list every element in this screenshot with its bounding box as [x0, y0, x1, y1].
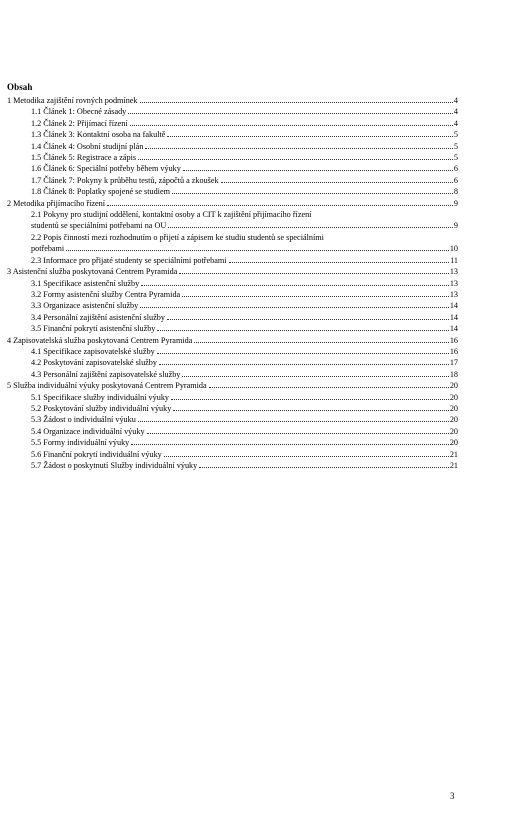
- toc-entry[interactable]: [7, 163, 458, 174]
- toc-entry-label: 3.4 Personální zajištění asistenční služby: [31, 312, 165, 322]
- dot-leader: [147, 433, 449, 434]
- toc-chapter[interactable]: [7, 380, 458, 391]
- toc-entry-page: 16: [449, 335, 458, 345]
- table-of-contents: [7, 95, 458, 471]
- dot-leader: [128, 113, 453, 114]
- toc-entry-page: 4: [453, 118, 458, 128]
- toc-entry-label: 3 Asistenční služba poskytovaná Centrem Pyramida: [7, 267, 178, 277]
- toc-entry-label: 1.6 Článek 6: Speciální potřeby během výuky: [31, 164, 181, 174]
- toc-entry-label: 4.3 Personální zajištění zapisovatelské služby: [31, 369, 181, 379]
- toc-entry[interactable]: [7, 414, 458, 425]
- toc-entry-label: 4 Zapisovatelská služba poskytovaná Centrem Pyramida: [7, 335, 193, 345]
- toc-entry-label: 1.7 Článek 7: Pokyny k průběhu testů, zápočtů a zkoušek: [31, 175, 219, 185]
- toc-entry[interactable]: [7, 255, 458, 266]
- toc-entry[interactable]: [7, 300, 458, 311]
- dot-leader: [141, 285, 449, 286]
- toc-entry-page: 20: [449, 438, 458, 448]
- dot-leader: [173, 410, 448, 411]
- toc-entry-page: 20: [449, 415, 458, 425]
- dot-leader: [159, 364, 449, 365]
- dot-leader: [167, 319, 449, 320]
- dot-leader: [66, 250, 449, 251]
- toc-entry[interactable]: [7, 278, 458, 289]
- toc-entry-page: 21: [449, 449, 458, 459]
- toc-entry-page: 16: [449, 346, 458, 356]
- toc-entry[interactable]: [7, 323, 458, 334]
- toc-entry-label: 3.5 Finanční pokrytí asistenční služby: [31, 324, 156, 334]
- dot-leader: [209, 387, 449, 388]
- toc-entry-page: 20: [449, 426, 458, 436]
- toc-entry[interactable]: [7, 449, 458, 460]
- toc-entry-page: 5: [453, 141, 458, 151]
- toc-entry-label-continued: potřebami: [31, 244, 65, 254]
- toc-entry[interactable]: [7, 289, 458, 300]
- dot-leader: [145, 148, 453, 149]
- dot-leader: [221, 182, 453, 183]
- toc-entry[interactable]: [7, 357, 458, 368]
- toc-entry-label: 5.1 Specifikace služby individuální výuky: [31, 392, 170, 402]
- toc-entry[interactable]: [7, 152, 458, 163]
- dot-leader: [229, 262, 450, 263]
- toc-entry-label: 5.7 Žádost o poskytnutí Služby individuální výuky: [31, 461, 198, 470]
- toc-entry-page: 20: [449, 381, 458, 391]
- dot-leader: [157, 353, 449, 354]
- toc-entry-page: 21: [449, 461, 458, 470]
- toc-entry-label: 5.2 Poskytování služby individuální výuky: [31, 403, 172, 413]
- toc-entry-page: 13: [449, 278, 458, 288]
- toc-entry-label: 1.8 Článek 8: Poplatky spojené se studiem: [31, 187, 170, 197]
- dot-leader: [172, 193, 453, 194]
- toc-entry-page: 4: [453, 96, 458, 105]
- toc-entry[interactable]: [7, 118, 458, 129]
- dot-leader: [171, 399, 449, 400]
- toc-entry-label: 2 Metodika přijímacího řízení: [7, 198, 105, 208]
- toc-chapter[interactable]: [7, 335, 458, 346]
- toc-chapter[interactable]: [7, 198, 458, 209]
- page-title: Obsah: [7, 82, 33, 92]
- toc-entry[interactable]: [7, 232, 458, 255]
- toc-entry[interactable]: [7, 369, 458, 380]
- dot-leader: [179, 273, 448, 274]
- dot-leader: [107, 205, 453, 206]
- toc-entry-page: 9: [453, 198, 458, 208]
- toc-entry[interactable]: [7, 175, 458, 186]
- toc-entry-page: 14: [449, 301, 458, 311]
- toc-entry-page: 4: [453, 107, 458, 117]
- toc-entry[interactable]: [7, 209, 458, 232]
- toc-entry[interactable]: [7, 129, 458, 140]
- dot-leader: [138, 421, 449, 422]
- toc-entry[interactable]: [7, 141, 458, 152]
- toc-entry-label: 1.1 Článek 1: Obecné zásady: [31, 107, 127, 117]
- toc-entry-page: 18: [449, 369, 458, 379]
- dot-leader: [138, 159, 453, 160]
- toc-entry-page: 6: [453, 175, 458, 185]
- toc-entry-page: 11: [450, 255, 458, 265]
- toc-entry-label: 3.3 Organizace asistenční služby: [31, 301, 139, 311]
- toc-entry[interactable]: [7, 186, 458, 197]
- toc-chapter[interactable]: [7, 95, 458, 106]
- toc-entry-label-continued: studentů se speciálními potřebami na OU: [31, 221, 167, 231]
- dot-leader: [157, 330, 448, 331]
- page-number: 3: [450, 791, 455, 801]
- toc-entry[interactable]: [7, 106, 458, 117]
- dot-leader: [194, 342, 449, 343]
- toc-entry-page: 14: [449, 312, 458, 322]
- toc-entry[interactable]: [7, 392, 458, 403]
- toc-entry-page: 9: [453, 221, 458, 231]
- toc-entry-label: 4.1 Specifikace zapisovatelské služby: [31, 346, 155, 356]
- toc-entry-page: 20: [449, 392, 458, 402]
- dot-leader: [164, 456, 449, 457]
- dot-leader: [199, 467, 449, 468]
- toc-entry-page: 6: [453, 164, 458, 174]
- toc-entry-label: 3.2 Formy asistenční služby Centra Pyramida: [31, 289, 181, 299]
- dot-leader: [140, 102, 453, 103]
- toc-entry-label: 5.3 Žádost o individuální výuku: [31, 415, 136, 425]
- toc-entry-page: 5: [453, 153, 458, 163]
- toc-entry[interactable]: [7, 312, 458, 323]
- toc-chapter[interactable]: [7, 266, 458, 277]
- toc-entry[interactable]: [7, 426, 458, 437]
- toc-entry-label: 5.4 Organizace individuální výuky: [31, 426, 145, 436]
- toc-entry-label: 1.2 Článek 2: Přijímací řízení: [31, 118, 128, 128]
- dot-leader: [183, 170, 453, 171]
- dot-leader: [182, 296, 449, 297]
- toc-entry-label: 1 Metodika zajištění rovných podmínek: [7, 96, 138, 105]
- toc-entry-label: 1.5 Článek 5: Registrace a zápis: [31, 153, 137, 163]
- toc-entry-label: 2.1 Pokyny pro studijní oddělení, kontaktní osoby a CIT k zajištění přijímacího řízení: [31, 210, 312, 220]
- toc-entry-page: 14: [449, 324, 458, 334]
- toc-entry-label: 3.1 Specifikace asistenční služby: [31, 278, 140, 288]
- toc-entry[interactable]: [7, 403, 458, 414]
- toc-entry-label: 1.4 Článek 4: Osobní studijní plán: [31, 141, 144, 151]
- dot-leader: [140, 307, 449, 308]
- toc-entry-label: 2.3 Informace pro přijaté studenty se speciálními potřebami: [31, 255, 227, 265]
- dot-leader: [182, 376, 448, 377]
- toc-entry-page: 8: [453, 187, 458, 197]
- toc-entry[interactable]: [7, 460, 458, 471]
- toc-entry[interactable]: [7, 437, 458, 448]
- toc-entry-page: 20: [449, 403, 458, 413]
- toc-entry-label: 2.2 Popis činností mezi rozhodnutím o přijetí a zápisem ke studiu studentů se speciálními: [31, 232, 324, 242]
- dot-leader: [167, 136, 453, 137]
- dot-leader: [168, 227, 453, 228]
- toc-entry-label: 1.3 Článek 3: Kontaktní osoba na fakultě: [31, 130, 166, 140]
- toc-entry-page: 13: [449, 267, 458, 277]
- toc-entry-page: 13: [449, 289, 458, 299]
- toc-entry-page: 10: [449, 244, 458, 254]
- dot-leader: [131, 444, 449, 445]
- toc-entry-label: 5.6 Finanční pokrytí individuální výuky: [31, 449, 162, 459]
- toc-entry-page: 5: [453, 130, 458, 140]
- toc-entry[interactable]: [7, 346, 458, 357]
- toc-entry-label: 5.5 Formy individuální výuky: [31, 438, 130, 448]
- toc-entry-page: 17: [449, 358, 458, 368]
- toc-entry-label: 5 Služba individuální výuky poskytovaná Centrem Pyramida: [7, 381, 207, 391]
- toc-entry-label: 4.2 Poskytování zapisovatelské služby: [31, 358, 157, 368]
- dot-leader: [130, 125, 453, 126]
